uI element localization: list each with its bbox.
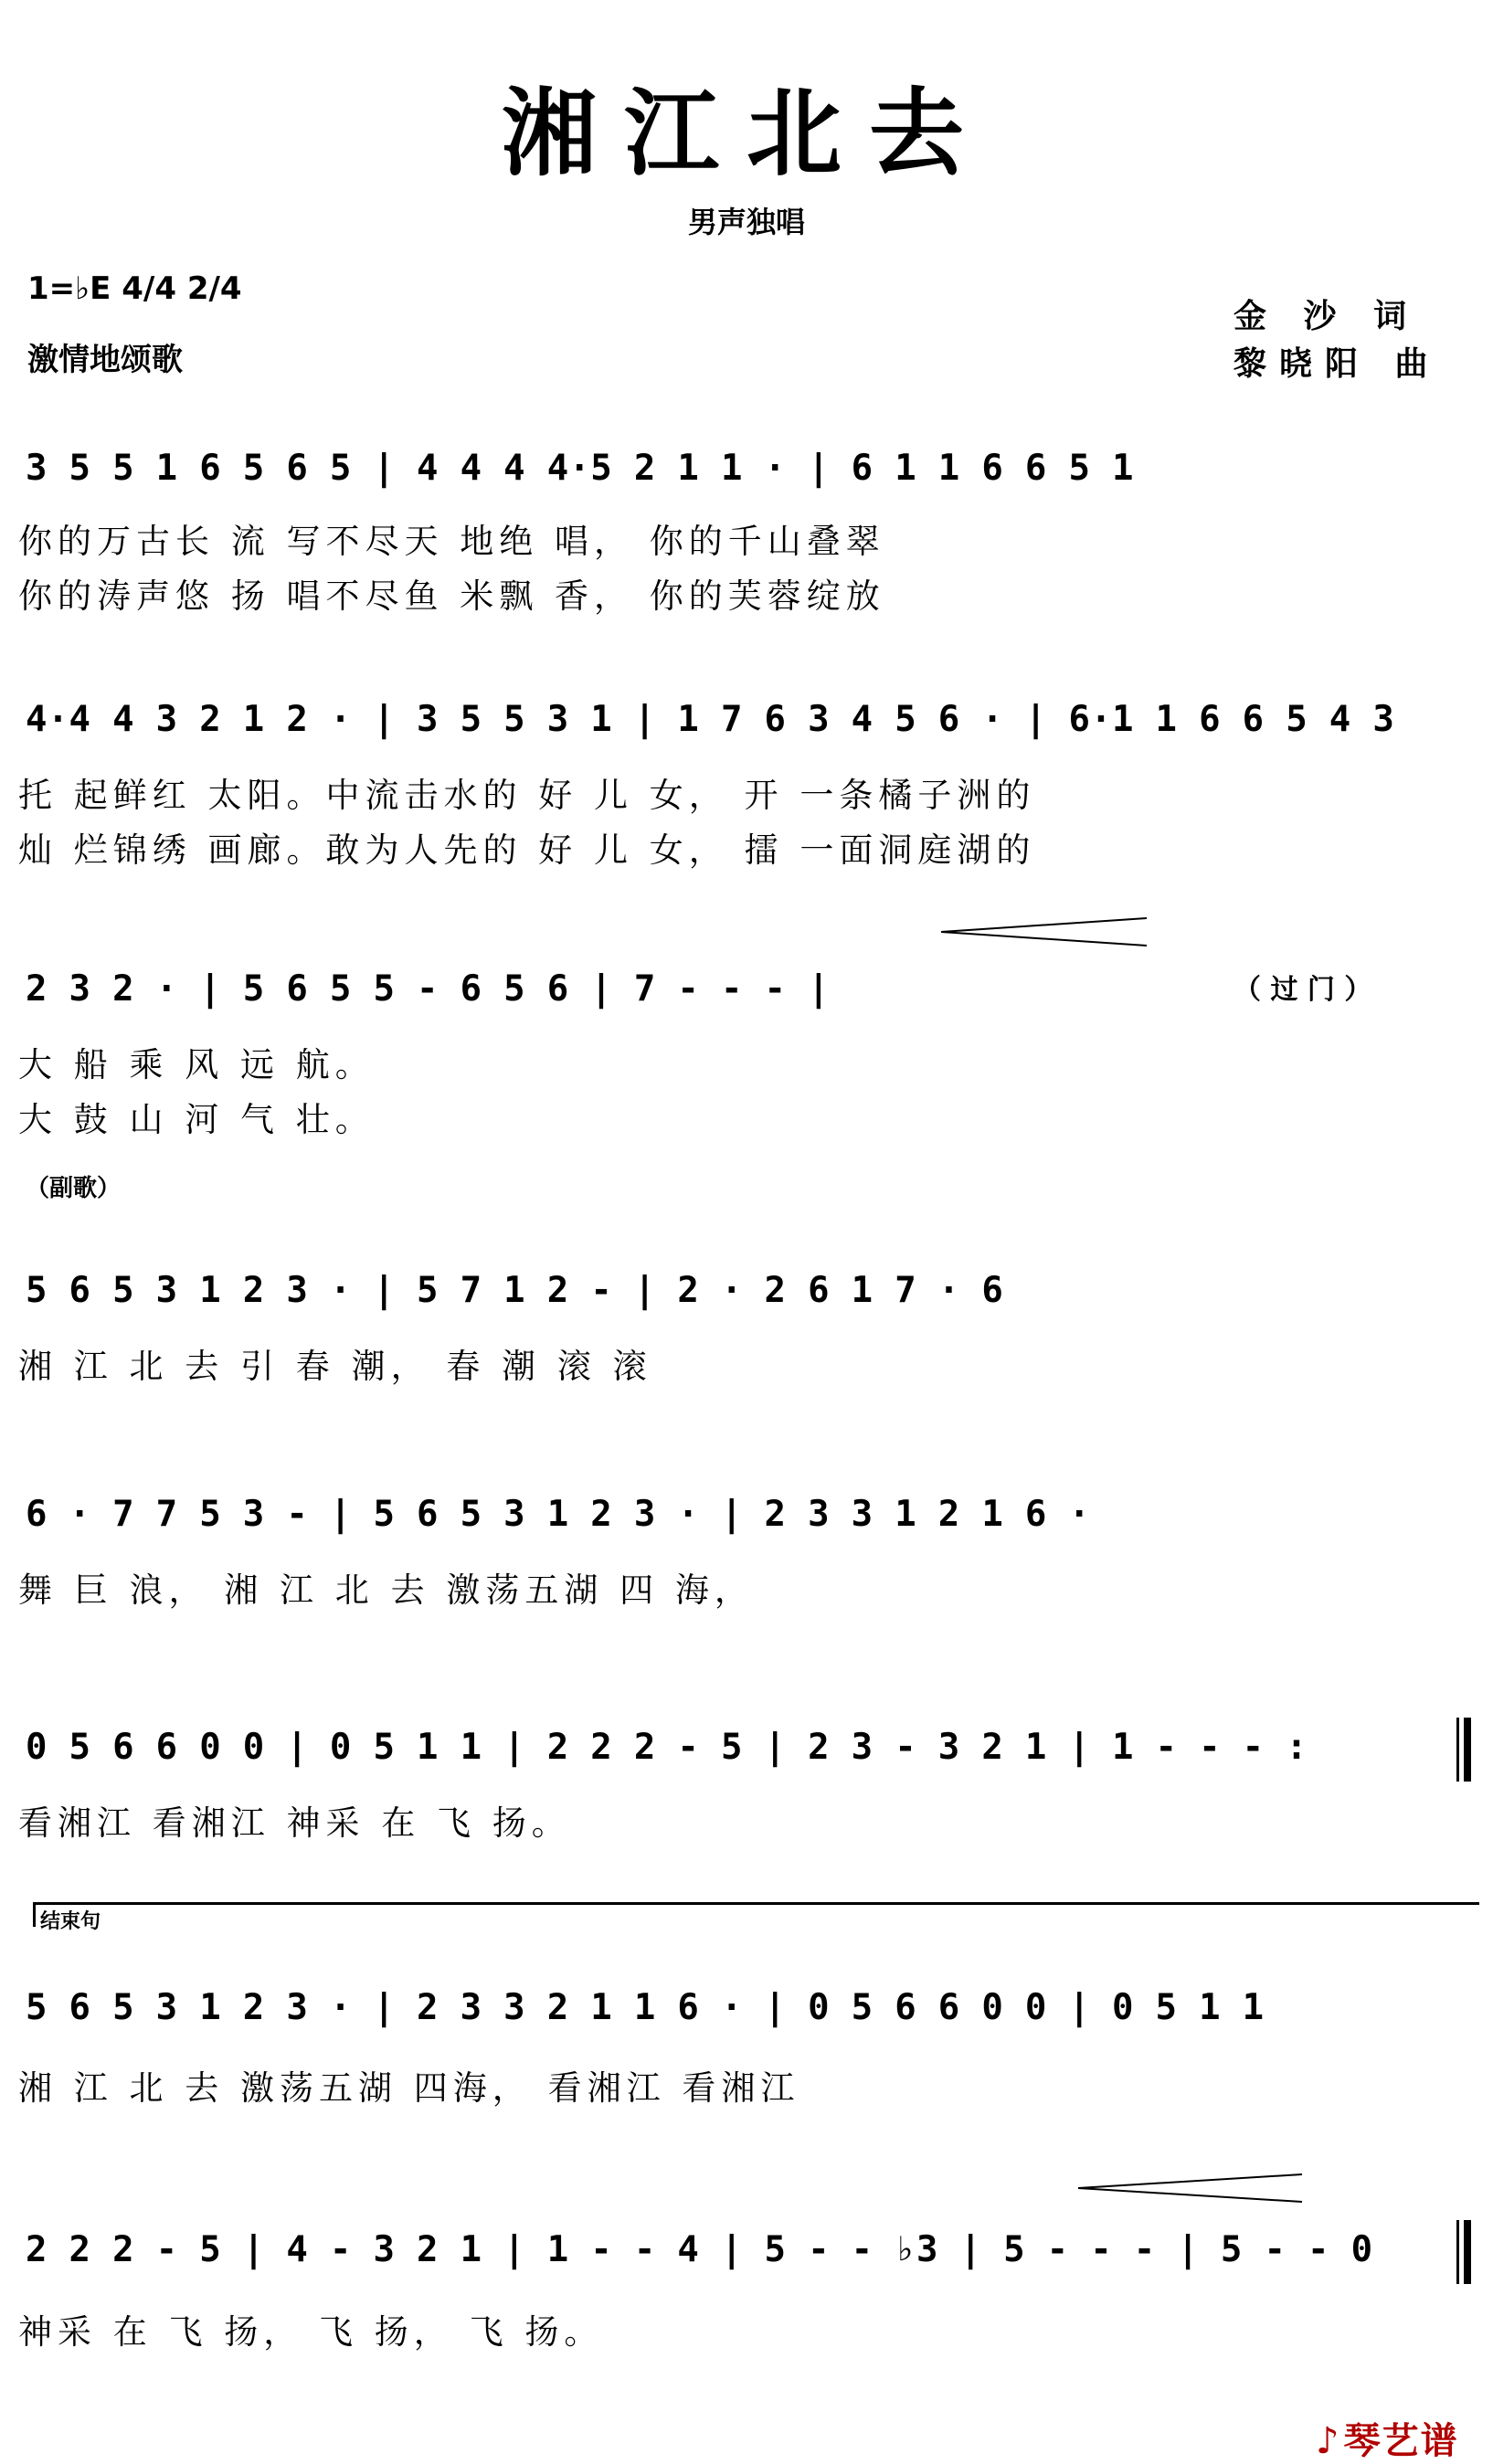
subtitle: 男声独唱 <box>687 205 805 239</box>
score-system-7 <box>26 1987 1467 2042</box>
notes-line: 5 6 5 3 1 2 3 · | 2 3 3 2 1 1 6 · | 0 5 6 6 0 0 | 0 5 1 1 <box>26 1987 1265 2028</box>
watermark-logo <box>1316 2412 1459 2464</box>
ending-label: 结束句 <box>40 1910 101 1933</box>
notes-line: 0 5 6 6 0 0 | 0 5 1 1 | 2 2 2 - 5 | 2 3 - 3 2 1 | 1 - - - : <box>26 1727 1308 1768</box>
lyrics-verse-2: 你的涛声悠 扬 唱不尽鱼 米飘 香， 你的芙蓉绽放 <box>18 576 885 616</box>
lyrics-verse-2: 大 鼓 山 河 气 壮。 <box>18 1100 375 1139</box>
key-signature: 1=♭E 4/4 2/4 <box>27 270 242 307</box>
notes-line: 2 3 2 · | 5 6 5 5 - 6 5 6 | 7 - - - | <box>26 968 830 1010</box>
crescendo-hairpin <box>1078 2170 1307 2206</box>
lyrics-ending: 湘 江 北 去 激荡五湖 四海， 看湘江 看湘江 <box>18 2068 800 2108</box>
watermark-text: 琴艺谱 <box>1343 2420 1459 2462</box>
notes-line: 4·4 4 3 2 1 2 · | 3 5 5 3 1 | 1 7 6 3 4 5 6 · | 6·1 1 6 6 5 4 3 <box>26 699 1395 740</box>
music-note-icon: ♪ <box>1316 2420 1339 2462</box>
end-barline-thick <box>1464 1718 1471 1782</box>
final-barline <box>1456 2220 1459 2284</box>
lyrics-verse-1: 大 船 乘 风 远 航。 <box>18 1045 375 1084</box>
lyrics-verse-1: 你的万古长 流 写不尽天 地绝 唱， 你的千山叠翠 <box>18 522 885 561</box>
lyrics-chorus: 看湘江 看湘江 神采 在 飞 扬。 <box>18 1803 571 1843</box>
interlude-marker: （ 过 门 ） <box>1234 974 1372 1006</box>
score-system-5 <box>26 1494 1467 1549</box>
score-system-1 <box>26 448 1467 502</box>
lyrics-verse-1: 托 起鲜红 太阳。中流击水的 好 儿 女， 开 一条橘子洲的 <box>18 776 1036 815</box>
score-system-4 <box>26 1270 1467 1325</box>
lyrics-verse-2: 灿 烂锦绣 画廊。敢为人先的 好 儿 女， 擂 一面洞庭湖的 <box>18 830 1036 870</box>
page-title: 湘江北去 <box>501 78 991 189</box>
notes-line: 6 · 7 7 5 3 - | 5 6 5 3 1 2 3 · | 2 3 3 1 2 1 6 · <box>26 1494 1091 1535</box>
crescendo-hairpin <box>941 914 1151 950</box>
lyrics-chorus: 舞 巨 浪， 湘 江 北 去 激荡五湖 四 海， <box>18 1570 754 1610</box>
notes-line: 5 6 5 3 1 2 3 · | 5 7 1 2 - | 2 · 2 6 1 7 · 6 <box>26 1270 1004 1311</box>
lyrics-ending: 神采 在 飞 扬， 飞 扬， 飞 扬。 <box>18 2312 604 2352</box>
tempo-marking: 激情地颂歌 <box>27 342 183 378</box>
end-barline <box>1456 1718 1459 1782</box>
lyricist-credit: 金 沙 词 <box>1234 298 1420 335</box>
ending-bracket <box>33 1902 1479 1927</box>
lyrics-chorus: 湘 江 北 去 引 春 潮， 春 潮 滚 滚 <box>18 1347 652 1386</box>
score-system-6 <box>26 1727 1467 1782</box>
score-system-3 <box>26 968 1164 1023</box>
notes-line: 3 5 5 1 6 5 6 5 | 4 4 4 4·5 2 1 1 · | 6 1 1 6 6 5 1 <box>26 448 1134 489</box>
chorus-label: （副歌） <box>26 1175 122 1202</box>
score-system-8 <box>26 2229 1467 2284</box>
final-barline-thick <box>1464 2220 1471 2284</box>
composer-credit: 黎晓阳 曲 <box>1234 345 1441 383</box>
notes-line: 2 2 2 - 5 | 4 - 3 2 1 | 1 - - 4 | 5 - - ♭3 | 5 - - - | 5 - - 0 <box>26 2229 1373 2270</box>
score-system-2 <box>26 699 1467 754</box>
